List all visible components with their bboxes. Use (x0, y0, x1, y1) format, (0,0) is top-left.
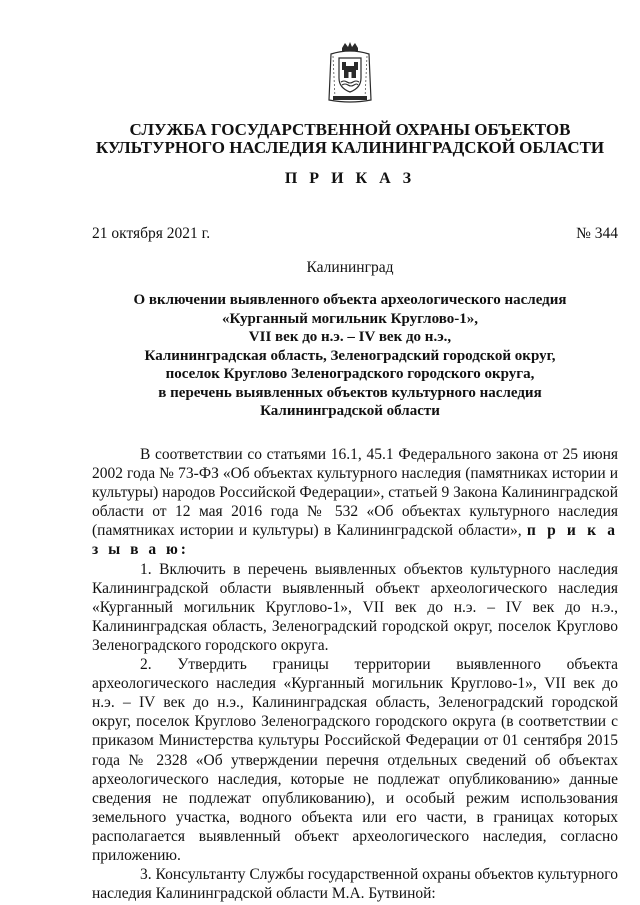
subject-line: «Курганный могильник Круглово-1», (222, 310, 478, 327)
coat-of-arms-icon (327, 42, 373, 104)
document-number: № 344 (576, 225, 618, 242)
document-type-title: П Р И К А З (284, 170, 416, 187)
preamble-text: В соответствии со статьями 16.1, 45.1 Федерального закона от 25 июня 2002 года № 73-ФЗ «Об объектах культурного наследия (памятниках истории и культуры) народов Российской Федерации», статьей 9 Закона Калининградской области от 12 мая 2016 года № 532 «Об объектах культурного наследия (памятниках истории и культуры) в Калининградской области», (92, 446, 618, 540)
organization-name-line1: СЛУЖБА ГОСУДАРСТВЕННОЙ ОХРАНЫ ОБЪЕКТОВ (129, 120, 571, 139)
item-2-paragraph: 2. Утвердить границы территории выявленного объекта археологического наследия «Курганный могильник Круглово-1», VII век до н.э. – IV век до н.э., Калининградская область, Зеленоградский городской округ, поселок Круглово Зеленоградского городского округа (в соответствии с приказом Министерства культуры Российской Федерации от 01 сентября 2015 года № 2328 «Об утверждении перечня отдельных сведений об объектах археологического наследия, которые не подлежат опубликованию» данные сведения не подлежат опубликованию), и особый режим использования земельного участка, водного объекта или его части, в границах которых располагается выявленный объект археологического наследия, согласно приложению. (92, 656, 618, 864)
document-subject (60, 291, 640, 421)
organization-name-line2: КУЛЬТУРНОГО НАСЛЕДИЯ КАЛИНИНГРАДСКОЙ ОБЛАСТИ (95, 138, 605, 157)
item-1-paragraph: 1. Включить в перечень выявленных объектов культурного наследия Калининградской области выявленный объект археологического наследия «Курганный могильник Круглово-1», VII век до н.э. – IV век до н.э., Калининградская область, Зеленоградский городской округ, поселок Круглово Зеленоградского городского округа. (92, 560, 618, 654)
document-city: Калининград (306, 259, 394, 276)
order-word: п р и к а з ы в а ю: (92, 522, 619, 559)
subject-line: в перечень выявленных объектов культурного наследия (158, 384, 542, 401)
subject-line: О включении выявленного объекта археологического наследия (133, 292, 567, 308)
subject-line: Калининградская область, Зеленоградский городской округ, (144, 347, 556, 364)
document-body (92, 445, 618, 903)
document-date: 21 октября 2021 г. (92, 225, 211, 242)
subject-line: поселок Круглово Зеленоградского городского округа, (165, 366, 535, 382)
preamble-paragraph (92, 445, 618, 560)
subject-line: VII век до н.э. – IV век до н.э., (248, 329, 452, 345)
subject-line: Калининградской области (260, 403, 440, 419)
item-3-paragraph: 3. Консультанту Службы государственной охраны объектов культурного наследия Калининградской области М.А. Бутвиной: (92, 866, 618, 903)
